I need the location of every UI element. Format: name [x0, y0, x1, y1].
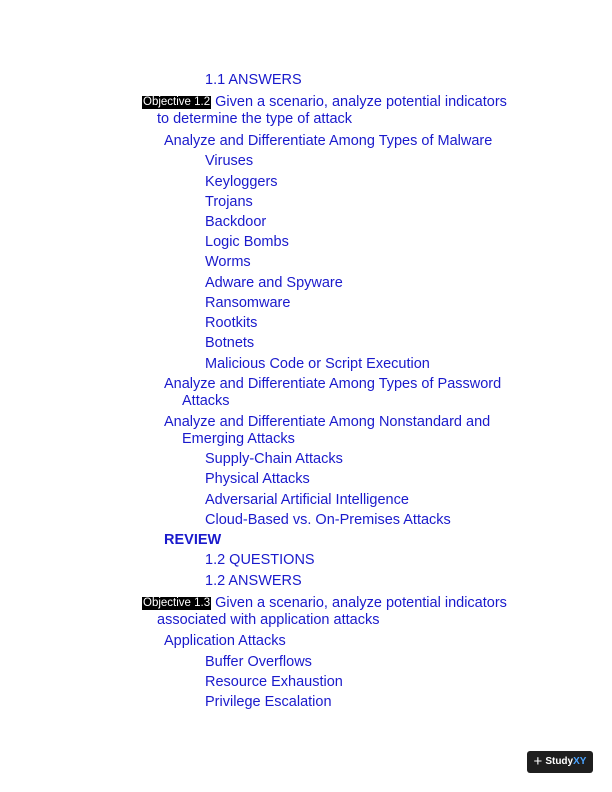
objective-title-line1: Given a scenario, analyze potential indicators: [215, 595, 507, 611]
toc-password-attacks[interactable]: Analyze and Differentiate Among Types of Password: [164, 376, 502, 392]
toc-malware-item[interactable]: Worms: [205, 254, 251, 270]
toc-nonstandard-attacks[interactable]: Analyze and Differentiate Among Nonstandard and: [164, 414, 491, 430]
toc-nonstandard-item[interactable]: Supply-Chain Attacks: [205, 451, 343, 467]
toc-objective-1-2[interactable]: [142, 94, 507, 111]
toc-malware-item[interactable]: Viruses: [205, 153, 254, 169]
toc-application-item[interactable]: Buffer Overflows: [205, 654, 312, 670]
toc-objective-1-2-cont[interactable]: to determine the type of attack: [157, 111, 353, 127]
toc-application-item[interactable]: Privilege Escalation: [205, 694, 332, 710]
studyxy-badge[interactable]: [527, 751, 593, 773]
objective-title-line1: Given a scenario, analyze potential indicators: [215, 94, 507, 110]
toc-malware-item[interactable]: Trojans: [205, 194, 253, 210]
toc-nonstandard-attacks-cont[interactable]: Emerging Attacks: [182, 431, 295, 447]
toc-malware-item[interactable]: Backdoor: [205, 214, 267, 230]
toc-application-item[interactable]: Resource Exhaustion: [205, 674, 343, 690]
toc-malware-item[interactable]: Ransomware: [205, 295, 291, 311]
toc-review[interactable]: REVIEW: [164, 532, 222, 548]
toc-objective-1-3[interactable]: [142, 595, 507, 612]
brand-accent: XY: [573, 756, 587, 767]
toc-malware-item[interactable]: Keyloggers: [205, 174, 278, 190]
brand-name: Study: [545, 756, 574, 767]
toc-nonstandard-item[interactable]: Physical Attacks: [205, 471, 310, 487]
toc-malware-heading[interactable]: Analyze and Differentiate Among Types of Malware: [164, 133, 493, 149]
toc-application-attacks[interactable]: Application Attacks: [164, 633, 286, 649]
toc-malware-item[interactable]: Adware and Spyware: [205, 275, 343, 291]
objective-badge: Objective 1.2: [143, 96, 211, 108]
plus-icon: +: [533, 753, 543, 770]
toc-nonstandard-item[interactable]: Cloud-Based vs. On-Premises Attacks: [205, 512, 451, 528]
toc-password-attacks-cont[interactable]: Attacks: [182, 393, 230, 409]
toc-1-2-questions[interactable]: 1.2 QUESTIONS: [205, 552, 315, 568]
toc-objective-1-3-cont[interactable]: associated with application attacks: [157, 612, 380, 628]
objective-badge: Objective 1.3: [143, 597, 211, 609]
toc-malware-item[interactable]: Malicious Code or Script Execution: [205, 356, 430, 372]
toc-malware-item[interactable]: Rootkits: [205, 315, 258, 331]
toc-malware-item[interactable]: Logic Bombs: [205, 234, 289, 250]
toc-1-1-answers[interactable]: 1.1 ANSWERS: [205, 72, 302, 88]
toc-malware-item[interactable]: Botnets: [205, 335, 255, 351]
toc-nonstandard-item[interactable]: Adversarial Artificial Intelligence: [205, 492, 409, 508]
toc-1-2-answers[interactable]: 1.2 ANSWERS: [205, 573, 302, 589]
